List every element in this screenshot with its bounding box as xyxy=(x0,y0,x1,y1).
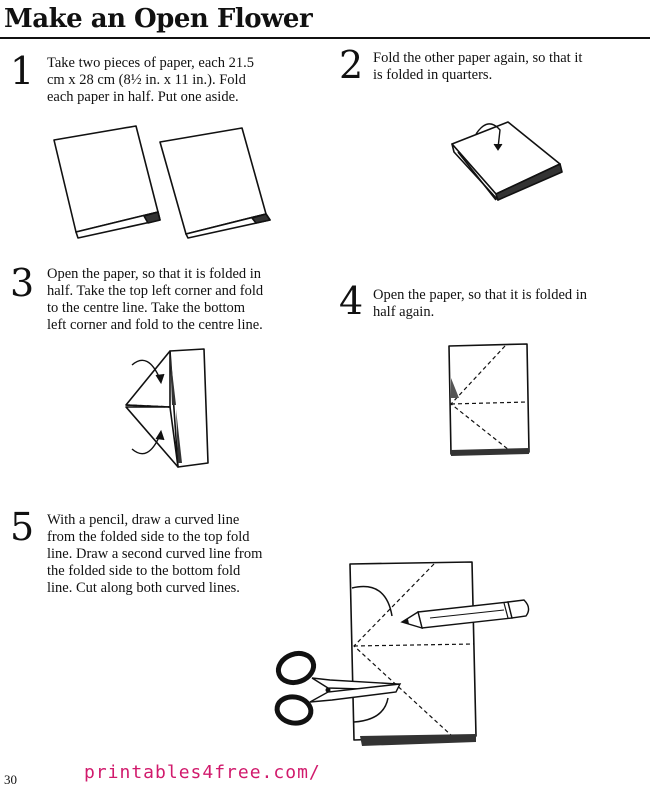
step-4-line: half again. xyxy=(373,304,435,320)
step-2-number: 2 xyxy=(339,43,364,87)
step-3-number: 3 xyxy=(10,261,35,305)
step-5-line: line. Cut along both curved lines. xyxy=(47,580,240,596)
step-4-line: Open the paper, so that it is folded in xyxy=(373,287,588,303)
page-number: 30 xyxy=(4,772,17,787)
step-5-text xyxy=(47,512,262,597)
step-3-text xyxy=(47,266,263,334)
step-3-line: to the centre line. Take the bottom xyxy=(47,300,246,316)
page-title: Make an Open Flower xyxy=(4,4,313,34)
step-1-text xyxy=(47,55,254,106)
step-5-line: With a pencil, draw a curved line xyxy=(47,512,240,528)
step-3-line: left corner and fold to the centre line. xyxy=(47,317,263,333)
step-5-line: from the folded side to the top fold xyxy=(47,529,250,545)
step-3-illustration xyxy=(118,345,228,475)
step-1-number: 1 xyxy=(10,49,35,93)
step-2-illustration xyxy=(448,108,568,208)
step-1-line: Take two pieces of paper, each 21.5 xyxy=(47,55,254,71)
step-5-line: the folded side to the bottom fold xyxy=(47,563,241,579)
step-1-line: cm x 28 cm (8½ in. x 11 in.). Fold xyxy=(47,72,246,88)
step-2-line: Fold the other paper again, so that it xyxy=(373,50,583,66)
step-3-line: half. Take the top left corner and fold xyxy=(47,283,264,299)
step-3-line: Open the paper, so that it is folded in xyxy=(47,266,262,282)
step-5-number: 5 xyxy=(10,505,35,549)
step-2-text xyxy=(373,50,582,84)
website-watermark: printables4free.com/ xyxy=(84,762,321,783)
step-1-line: each paper in half. Put one aside. xyxy=(47,89,239,105)
step-2-line: is folded in quarters. xyxy=(373,67,493,83)
step-4-text xyxy=(373,287,587,321)
step-5-illustration xyxy=(268,560,538,750)
step-4-number: 4 xyxy=(339,279,364,323)
step-5-line: line. Draw a second curved line from xyxy=(47,546,263,562)
title-rule xyxy=(0,37,650,39)
step-4-illustration xyxy=(445,342,535,462)
step-1-illustration xyxy=(48,120,288,240)
